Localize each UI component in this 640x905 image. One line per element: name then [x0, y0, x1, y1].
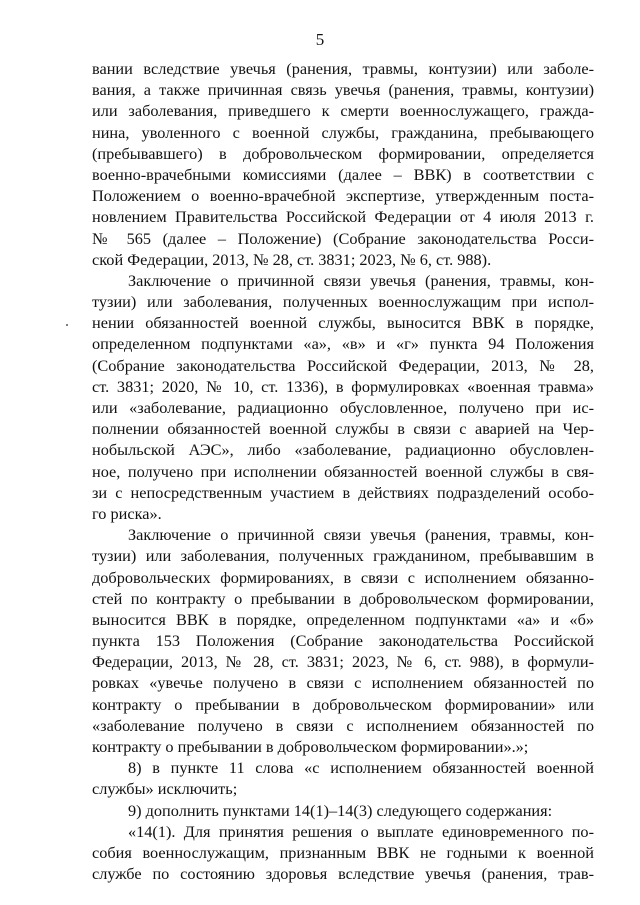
text-line: нобыльской АЭС», либо «заболевание, радиационно обусловлен- [92, 440, 594, 460]
text-line: (пребывавшего) в добровольческом формировании, определяется [92, 143, 594, 163]
text-line: военно-врачебными комиссиями (далее – ВВК) в соответствии с [92, 164, 594, 184]
document-body [92, 58, 594, 884]
text-line: контракту о пребывании в добровольческом формировании».»; [92, 737, 529, 756]
text-line: зи с непосредственным участием в действиях подразделений особо- [92, 482, 594, 502]
text-line: полнении обязанностей военной службы в связи с аварией на Чер- [92, 419, 594, 439]
text-line: новлением Правительства Российской Федерации от 4 июля 2013 г. [92, 207, 594, 227]
text-line: № 565 (далее – Положение) (Собрание законодательства Росси- [92, 228, 594, 248]
text-line: собия военнослужащим, признанным ВВК не годными к военной [92, 842, 594, 862]
text-line: ровках «увечье получено в связи с исполнением обязанностей по [92, 673, 594, 693]
text-line: ской Федерации, 2013, № 28, ст. 3831; 2023, № 6, ст. 988). [92, 249, 492, 269]
text-line: тузии) или заболевания, полученных военнослужащим при испол- [92, 292, 594, 312]
text-line: «заболевание получено в связи с исполнением обязанностей по [92, 715, 594, 735]
text-line: го риска». [92, 503, 162, 523]
text-line: выносится ВВК в порядке, определенном подпунктами «а» и «б» [92, 609, 594, 629]
text-line: службы» исключить; [92, 779, 238, 799]
text-line: нении обязанностей военной службы, выносится ВВК в порядке, [92, 313, 594, 333]
text-line: контракту о пребывании в добровольческом формировании» или [92, 694, 594, 714]
page-number: 5 [315, 30, 325, 49]
text-line: или «заболевание, радиационно обусловленное, получено при ис- [92, 398, 594, 417]
text-line: добровольческих формированиях, в связи с исполнением обязанно- [92, 567, 594, 587]
scan-speck [66, 324, 68, 326]
text-line: или заболевания, приведшего к смерти военнослужащего, гражда- [92, 101, 594, 121]
text-line: 9) дополнить пунктами 14(1)–14(3) следующего содержания: [128, 800, 553, 820]
text-line: стей по контракту о пребывании в добровольческом формировании, [92, 588, 594, 608]
text-line: Заключение о причинной связи увечья (ранения, травмы, кон- [128, 270, 594, 290]
text-line: определенном подпунктами «а», «в» и «г» пункта 94 Положения [92, 334, 594, 354]
text-line: службе по состоянию здоровья вследствие увечья (ранения, трав- [92, 864, 594, 884]
text-line: Федерации, 2013, № 28, ст. 3831; 2023, № 6, ст. 988), в формули- [92, 652, 594, 672]
text-line: вании вследствие увечья (ранения, травмы, контузии) или заболе- [92, 59, 594, 78]
text-line: тузии) или заболевания, полученных гражданином, пребывавшим в [92, 546, 594, 566]
text-line: Заключение о причинной связи увечья (ранения, травмы, кон- [128, 525, 594, 545]
text-line: (Собрание законодательства Российской Федерации, 2013, № 28, [92, 355, 594, 375]
text-line: Положением о военно-врачебной экспертизе, утвержденным поста- [92, 186, 594, 206]
text-line: ст. 3831; 2020, № 10, ст. 1336), в формулировках «военная травма» [92, 376, 594, 396]
text-line: ное, получено при исполнении обязанностей военной службы в свя- [92, 461, 594, 481]
text-line: вания, а также причинная связь увечья (ранения, травмы, контузии) [92, 80, 594, 100]
text-line: пункта 153 Положения (Собрание законодательства Российской [92, 631, 594, 651]
text-line: 8) в пункте 11 слова «с исполнением обязанностей военной [128, 758, 594, 778]
text-line: «14(1). Для принятия решения о выплате единовременного по- [128, 821, 594, 841]
text-line: нина, уволенного с военной службы, гражданина, пребывающего [92, 122, 594, 142]
